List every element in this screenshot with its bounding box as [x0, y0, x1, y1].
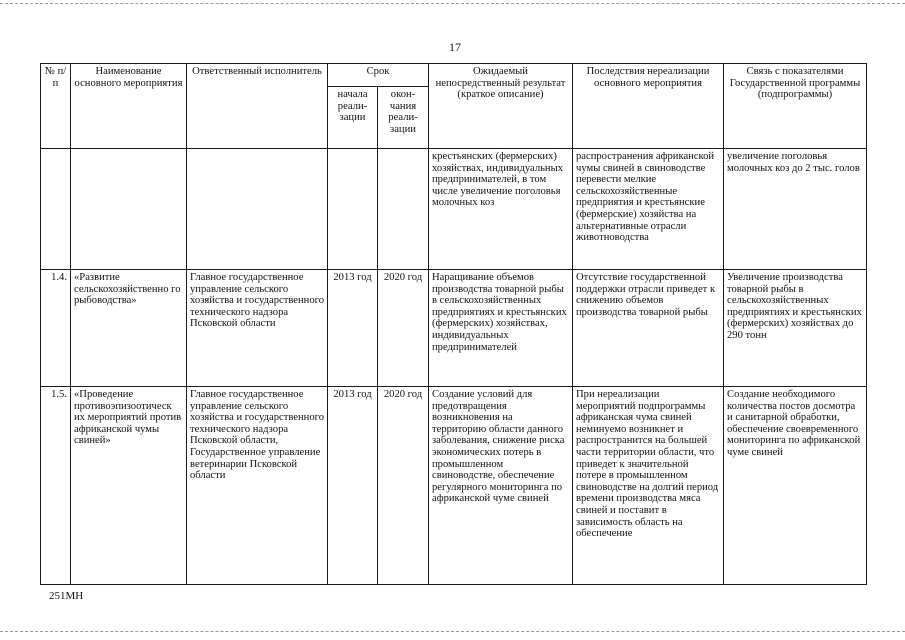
- table-row: [41, 387, 867, 585]
- header-consequences: Последствия нереализации основного мероприятия: [573, 64, 724, 149]
- cell-link: Создание необходимого количества постов досмотра и санитарной обработки, обеспечение своевременного мониторинга по африканской чуме свиней: [724, 387, 867, 585]
- cell-start: [328, 149, 378, 270]
- cell-name: [71, 149, 187, 270]
- cell-num: [41, 149, 71, 270]
- cell-link: увеличение поголовья молочных коз до 2 тыс. голов: [724, 149, 867, 270]
- table-row: [41, 149, 867, 270]
- cell-name: «Проведение противоэпизоотическ их мероприятий против африканской чумы свиней»: [71, 387, 187, 585]
- header-result: Ожидаемый непосредственный результат (краткое описание): [429, 64, 573, 149]
- cell-executor: Главное государственное управление сельского хозяйства и государственного технического надзора Псковской области: [187, 270, 328, 387]
- header-name: Наименование основного мероприятия: [71, 64, 187, 149]
- cell-name: «Развитие сельскохозяйственно го рыбоводства»: [71, 270, 187, 387]
- cell-link: Увеличение производства товарной рыбы в сельскохозяйственных предприятиях и крестьянских (фермерских) хозяйствах до 290 тонн: [724, 270, 867, 387]
- footer-document-code: 251МН: [49, 590, 84, 602]
- cell-executor: Главное государственное управление сельского хозяйства и государственного технического надзора Псковской области, Государственное управление ветеринарии Псковской области: [187, 387, 328, 585]
- cell-result: Наращивание объемов производства товарной рыбы в сельскохозяйственных предприятиях и крестьянских (фермерских) хозяйствах, индивидуальных предпринимателей: [429, 270, 573, 387]
- cell-end: 2020 год: [378, 270, 429, 387]
- table-row: [41, 270, 867, 387]
- header-num: № п/п: [41, 64, 71, 149]
- cell-consequences: Отсутствие государственной поддержки отрасли приведет к снижению объемов производства товарной рыбы: [573, 270, 724, 387]
- cell-end: 2020 год: [378, 387, 429, 585]
- cell-num: 1.4.: [41, 270, 71, 387]
- cell-executor: [187, 149, 328, 270]
- table-header-row: [41, 64, 867, 87]
- cell-result: Создание условий для предотвращения возникновения на территорию области данного заболевания, снижение риска экономических потерь в промышленном свиноводстве, обеспечение регулярного мониторинга по африканской чуме свиней: [429, 387, 573, 585]
- header-term-start: начала реали- зации: [328, 87, 378, 149]
- cell-end: [378, 149, 429, 270]
- cell-consequences: распространения африканской чумы свиней в свиноводстве перевести мелкие сельскохозяйственные предприятия и крестьянские (фермерские) хозяйства на альтернативные отрасли животноводства: [573, 149, 724, 270]
- header-executor: Ответственный исполнитель: [187, 64, 328, 149]
- bottom-scan-edge: [0, 631, 905, 632]
- cell-start: 2013 год: [328, 387, 378, 585]
- cell-result: крестьянских (фермерских) хозяйствах, индивидуальных предпринимателей, в том числе увеличение поголовья молочных коз: [429, 149, 573, 270]
- cell-consequences: При нереализации мероприятий подпрограммы африканская чума свиней неминуемо возникнет и распространится на большей части территории области, что приведет к значительной потере в промышленном свиноводстве на долгий период времени производства мяса свиней и поставит в зависимость область на обеспечение: [573, 387, 724, 585]
- activities-table: [40, 63, 867, 585]
- header-link: Связь с показателями Государственной программы (подпрограммы): [724, 64, 867, 149]
- top-scan-edge: [0, 3, 905, 4]
- cell-start: 2013 год: [328, 270, 378, 387]
- page-number: 17: [449, 40, 461, 54]
- header-term-end: окон- чания реали- зации: [378, 87, 429, 149]
- cell-num: 1.5.: [41, 387, 71, 585]
- header-term: Срок: [328, 64, 429, 87]
